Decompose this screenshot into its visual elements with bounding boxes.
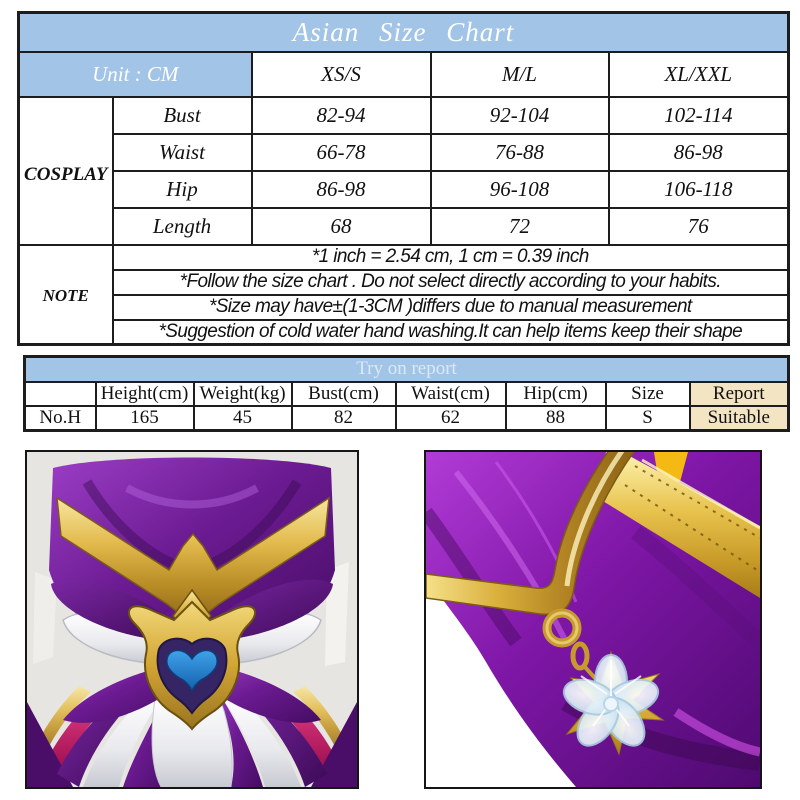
try-on-header-waist: Waist(cm) — [396, 382, 506, 406]
armband-charm-illustration — [426, 452, 760, 787]
bust-xs-s-value: 82-94 — [252, 97, 431, 134]
try-on-size-value: S — [606, 406, 690, 431]
row-label-hip: Hip — [113, 171, 252, 208]
try-on-header-weight: Weight(kg) — [194, 382, 292, 406]
try-on-report-title: Try on report — [25, 357, 789, 382]
waist-xl-xxl-value: 86-98 — [609, 134, 789, 171]
try-on-header-report: Report — [690, 382, 789, 406]
waist-xs-s-value: 66-78 — [252, 134, 431, 171]
hip-xs-s-value: 86-98 — [252, 171, 431, 208]
try-on-header-empty — [25, 382, 96, 406]
try-on-model-id: No.H — [25, 406, 96, 431]
note-line-4: *Suggestion of cold water hand washing.It can help items keep their shape — [113, 320, 789, 345]
hip-xl-xxl-value: 106-118 — [609, 171, 789, 208]
bust-xl-xxl-value: 102-114 — [609, 97, 789, 134]
size-chart-title: Asian Size Chart — [19, 13, 789, 52]
column-header-xl-xxl: XL/XXL — [609, 52, 789, 97]
photo-dress-emblem-detail — [25, 450, 359, 789]
try-on-hip-value: 88 — [506, 406, 606, 431]
row-label-length: Length — [113, 208, 252, 245]
size-chart-table — [17, 11, 790, 346]
flower-center — [604, 697, 618, 711]
length-m-l-value: 72 — [431, 208, 609, 245]
column-header-xs-s: XS/S — [252, 52, 431, 97]
note-label: NOTE — [19, 245, 113, 345]
try-on-header-height: Height(cm) — [96, 382, 194, 406]
unit-label: Unit : CM — [19, 52, 252, 97]
category-label: COSPLAY — [19, 97, 113, 245]
length-xs-s-value: 68 — [252, 208, 431, 245]
dress-emblem-illustration — [27, 452, 357, 787]
note-line-2: *Follow the size chart . Do not select directly according to your habits. — [113, 270, 789, 295]
bust-m-l-value: 92-104 — [431, 97, 609, 134]
try-on-waist-value: 62 — [396, 406, 506, 431]
try-on-header-bust: Bust(cm) — [292, 382, 396, 406]
try-on-header-size: Size — [606, 382, 690, 406]
try-on-report-table — [23, 355, 790, 432]
column-header-m-l: M/L — [431, 52, 609, 97]
waist-m-l-value: 76-88 — [431, 134, 609, 171]
try-on-weight-value: 45 — [194, 406, 292, 431]
try-on-bust-value: 82 — [292, 406, 396, 431]
try-on-header-hip: Hip(cm) — [506, 382, 606, 406]
note-line-3: *Size may have±(1-3CM )differs due to manual measurement — [113, 295, 789, 320]
length-xl-xxl-value: 76 — [609, 208, 789, 245]
hip-m-l-value: 96-108 — [431, 171, 609, 208]
try-on-report-value: Suitable — [690, 406, 789, 431]
photo-armband-charm-detail — [424, 450, 762, 789]
row-label-waist: Waist — [113, 134, 252, 171]
row-label-bust: Bust — [113, 97, 252, 134]
note-line-1: *1 inch = 2.54 cm, 1 cm = 0.39 inch — [113, 245, 789, 270]
try-on-height-value: 165 — [96, 406, 194, 431]
